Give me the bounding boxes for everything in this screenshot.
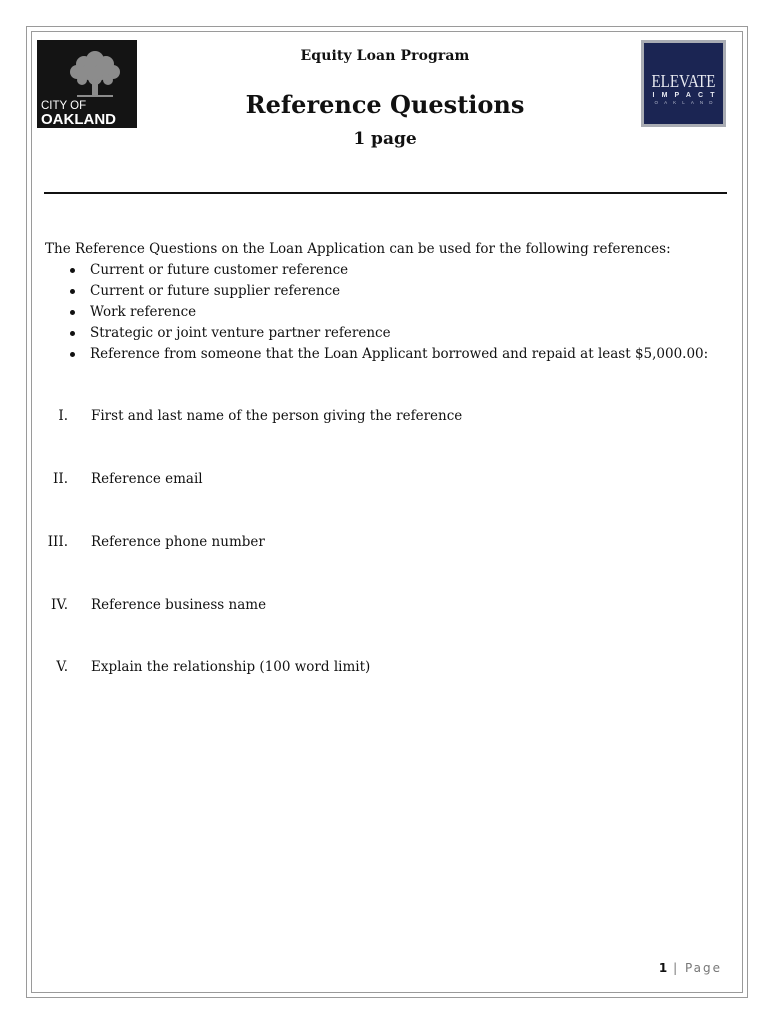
list-item: Strategic or joint venture partner reference xyxy=(90,325,708,346)
question-text: Explain the relationship (100 word limit) xyxy=(91,659,371,675)
page-count: 1 page xyxy=(353,129,417,149)
question-text: Reference business name xyxy=(91,597,267,613)
question-number: III. xyxy=(47,534,68,550)
list-item: Work reference xyxy=(90,304,708,325)
question-number: V. xyxy=(56,659,68,675)
question-number: II. xyxy=(53,471,68,487)
page-number: 1 xyxy=(658,961,668,975)
question-text: First and last name of the person giving the reference xyxy=(91,408,463,424)
question-3 xyxy=(0,534,770,552)
question-number: IV. xyxy=(50,597,68,613)
svg-text:ELEVATE: ELEVATE xyxy=(651,71,716,91)
document-title: Reference Questions xyxy=(245,90,525,119)
svg-text:OAKLAND: OAKLAND xyxy=(654,100,713,105)
question-text: Reference email xyxy=(91,471,203,487)
page-label: Page xyxy=(684,961,722,975)
question-1 xyxy=(0,408,770,426)
question-text: Reference phone number xyxy=(91,534,265,550)
header-divider xyxy=(44,192,727,194)
page-footer xyxy=(659,961,722,975)
question-4 xyxy=(0,597,770,615)
svg-text:OAKLAND: OAKLAND xyxy=(41,111,116,128)
reference-types-list xyxy=(90,262,708,367)
list-item: Reference from someone that the Loan Applicant borrowed and repaid at least $5,000.00: xyxy=(90,346,708,367)
list-item: Current or future customer reference xyxy=(90,262,708,283)
program-title: Equity Loan Program xyxy=(300,48,470,64)
svg-text:CITY OF: CITY OF xyxy=(41,100,87,112)
svg-text:IMPACT: IMPACT xyxy=(652,92,715,99)
page-border-inner xyxy=(31,31,743,993)
footer-separator: | xyxy=(673,961,680,975)
intro-paragraph: The Reference Questions on the Loan Application can be used for the following references: xyxy=(45,241,671,257)
question-5 xyxy=(0,659,770,677)
question-2 xyxy=(0,471,770,489)
question-number: I. xyxy=(58,408,68,424)
list-item: Current or future supplier reference xyxy=(90,283,708,304)
